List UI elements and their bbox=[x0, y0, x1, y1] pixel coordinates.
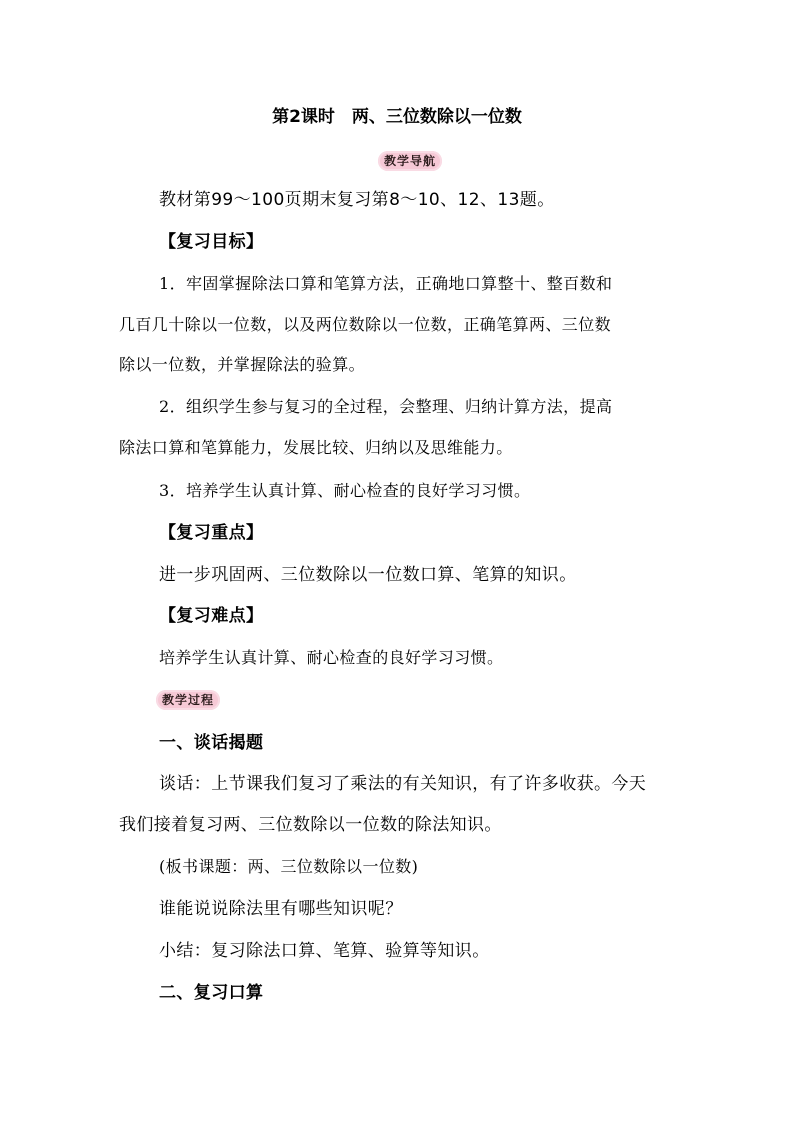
part2-heading: 二、复习口算 bbox=[159, 983, 264, 1003]
goal-1-line-1: 1．牢固掌握除法口算和笔算方法，正确地口算整十、整百数和 bbox=[159, 274, 613, 293]
talk-line-1: 谈话：上节课我们复习了乘法的有关知识，有了许多收获。今天 bbox=[159, 774, 647, 794]
difficulties-heading: 【复习难点】 bbox=[159, 606, 264, 626]
key-points-heading: 【复习重点】 bbox=[159, 523, 264, 543]
teaching-guide-badge: 教学导航 bbox=[378, 151, 442, 171]
question-line: 谁能说说除法里有哪些知识呢？ bbox=[159, 899, 403, 919]
difficulties-text: 培养学生认真计算、耐心检查的良好学习习惯。 bbox=[159, 648, 504, 667]
goal-2-line-2: 除法口算和笔算能力，发展比较、归纳以及思维能力。 bbox=[119, 438, 513, 457]
summary-line: 小结：复习除法口算、笔算、验算等知识。 bbox=[159, 941, 490, 961]
goal-2-line-1: 2．组织学生参与复习的全过程，会整理、归纳计算方法，提高 bbox=[159, 397, 613, 416]
board-note: (板书课题：两、三位数除以一位数) bbox=[159, 857, 419, 876]
goals-heading: 【复习目标】 bbox=[159, 232, 264, 252]
page-title: 第2课时 两、三位数除以一位数 bbox=[272, 107, 522, 127]
talk-line-2: 我们接着复习两、三位数除以一位数的除法知识。 bbox=[119, 815, 502, 835]
teaching-process-badge: 教学过程 bbox=[156, 690, 220, 710]
goal-1-line-2: 几百几十除以一位数，以及两位数除以一位数，正确笔算两、三位数 bbox=[119, 315, 612, 334]
goal-1-line-3: 除以一位数，并掌握除法的验算。 bbox=[119, 355, 366, 374]
part1-heading: 一、谈话揭题 bbox=[159, 733, 264, 753]
goal-3: 3．培养学生认真计算、耐心检查的良好学习习惯。 bbox=[159, 481, 531, 500]
intro-line: 教材第99～100页期末复习第8～10、12、13题。 bbox=[159, 190, 555, 210]
key-points-text: 进一步巩固两、三位数除以一位数口算、笔算的知识。 bbox=[159, 565, 577, 585]
